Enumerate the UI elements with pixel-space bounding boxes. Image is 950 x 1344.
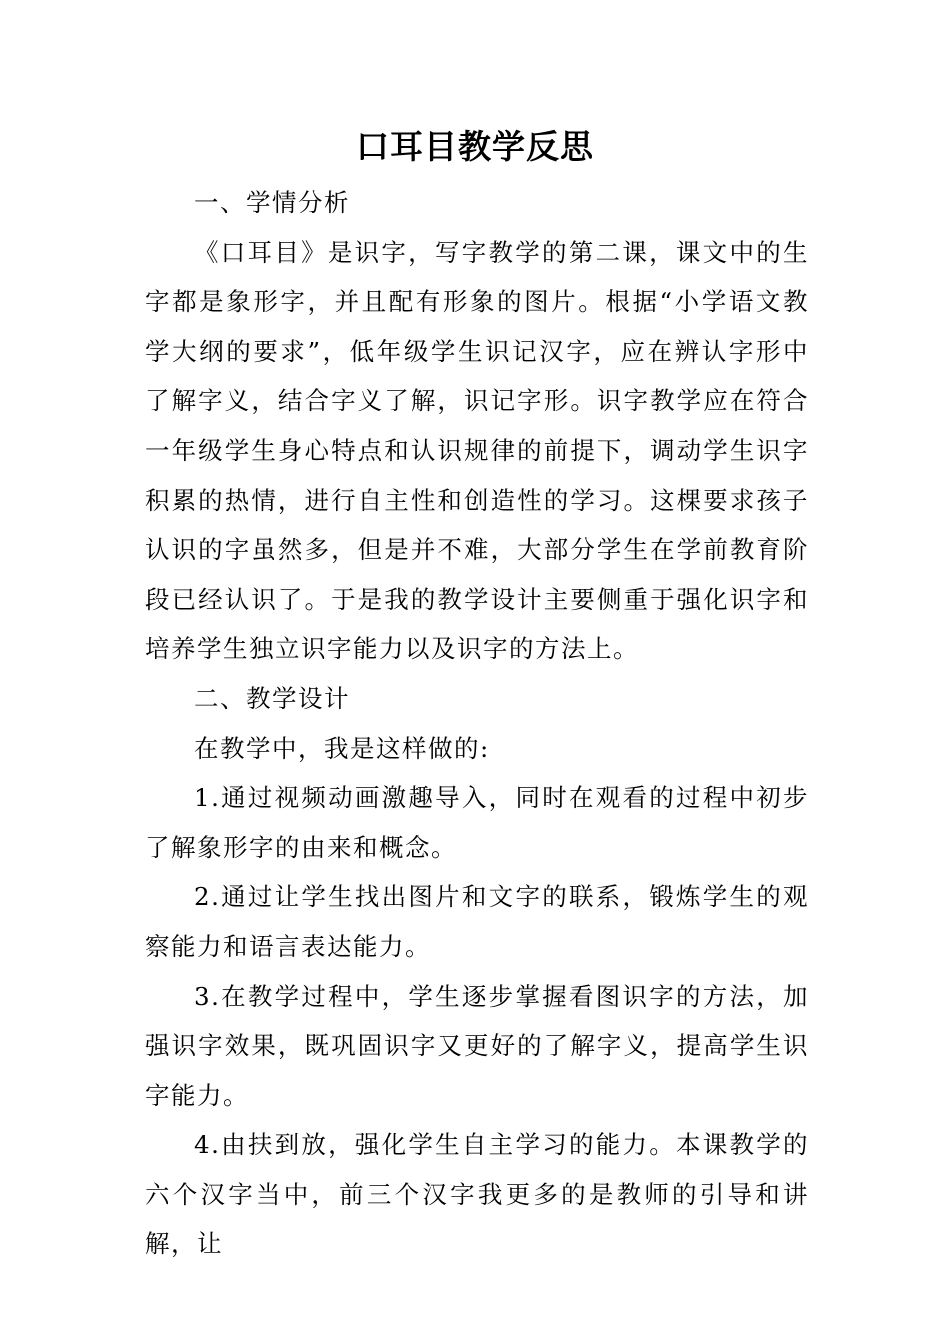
list-item-2: 2.通过让学生找出图片和文字的联系，锻炼学生的观察能力和语言表达能力。 bbox=[145, 882, 809, 961]
list-item-1: 1.通过视频动画激趣导入，同时在观看的过程中初步了解象形字的由来和概念。 bbox=[145, 783, 809, 862]
document-title: 口耳目教学反思 bbox=[356, 127, 594, 166]
section-heading-learning-analysis: 一、学情分析 bbox=[194, 188, 350, 217]
document-body bbox=[145, 178, 809, 1269]
list-item-3: 3.在教学过程中，学生逐步掌握看图识字的方法，加强识字效果，既巩固识字又更好的了解字义，提高学生识字能力。 bbox=[145, 981, 809, 1110]
paragraph-learning-analysis: 《口耳目》是识字，写字教学的第二课，课文中的生字都是象形字，并且配有形象的图片。根据“小学语文教学大纲的要求”，低年级学生识记汉字，应在辨认字形中了解字义，结合字义了解，识记字形。识字教学应在符合一年级学生身心特点和认识规律的前提下，调动学生识字积累的热情，进行自主性和创造性的学习。这棵要求孩子认识的字虽然多，但是并不难，大部分学生在学前教育阶段已经认识了。于是我的教学设计主要侧重于强化识字和培养学生独立识字能力以及识字的方法上。 bbox=[145, 237, 809, 664]
paragraph-teaching-intro: 在教学中，我是这样做的: bbox=[194, 733, 490, 763]
section-heading-teaching-design: 二、教学设计 bbox=[194, 683, 350, 713]
list-item-4: 4.由扶到放，强化学生自主学习的能力。本课教学的六个汉字当中，前三个汉字我更多的是教师的引导和讲解，让 bbox=[145, 1130, 809, 1259]
